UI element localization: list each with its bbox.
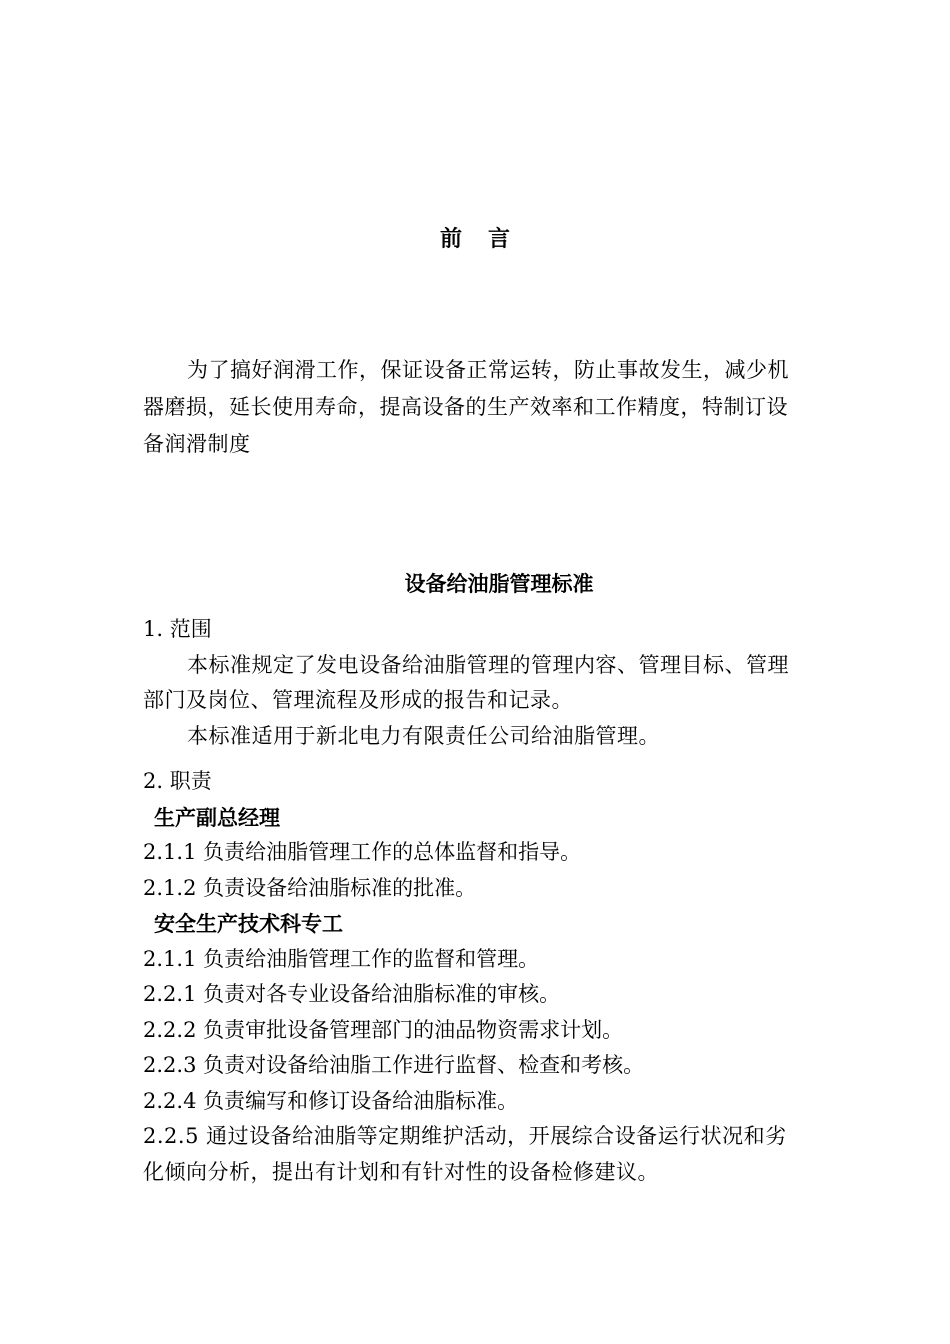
section-1-heading: 1. 范围	[143, 617, 212, 641]
duty-item: 2.1.1 负责给油脂管理工作的监督和管理。	[143, 946, 540, 971]
duty-item: 2.2.2 负责审批设备管理部门的油品物资需求计划。	[143, 1017, 624, 1042]
preface-body: 为了搞好润滑工作，保证设备正常运转，防止事故发生，减少机器磨损，延长使用寿命，提高设备的生产效率和工作精度，特制订设备润滑制度	[143, 358, 789, 456]
duty-item: 2.2.3 负责对设备给油脂工作进行监督、检查和考核。	[143, 1053, 645, 1077]
role-heading: 安全生产技术科专工	[154, 911, 343, 936]
duty-item: 2.1.1 负责给油脂管理工作的总体监督和指导。	[143, 840, 582, 864]
role-heading: 生产副总经理	[154, 804, 280, 830]
duty-item: 2.2.1 负责对各专业设备给油脂标准的审核。	[143, 982, 561, 1006]
preface-title: 前言	[439, 226, 536, 252]
duty-item: 2.2.5 通过设备给油脂等定期维护活动，开展综合设备运行状况和劣化倾向分析，提出有计划和有针对性的设备检修建议。	[143, 1124, 787, 1184]
section-2-heading: 2. 职责	[143, 769, 212, 793]
section-1-paragraph: 本标准规定了发电设备给油脂管理的管理内容、管理目标、管理部门及岗位、管理流程及形成的报告和记录。	[143, 652, 789, 712]
standard-content	[143, 612, 795, 1190]
section-1-paragraph: 本标准适用于新北电力有限责任公司给油脂管理。	[187, 723, 660, 748]
spacer	[143, 754, 795, 764]
standard-title: 设备给油脂管理标准	[404, 571, 594, 596]
duty-item: 2.2.4 负责编写和修订设备给油脂标准。	[143, 1088, 519, 1113]
duty-item: 2.1.2 负责设备给油脂标准的批准。	[143, 875, 477, 900]
